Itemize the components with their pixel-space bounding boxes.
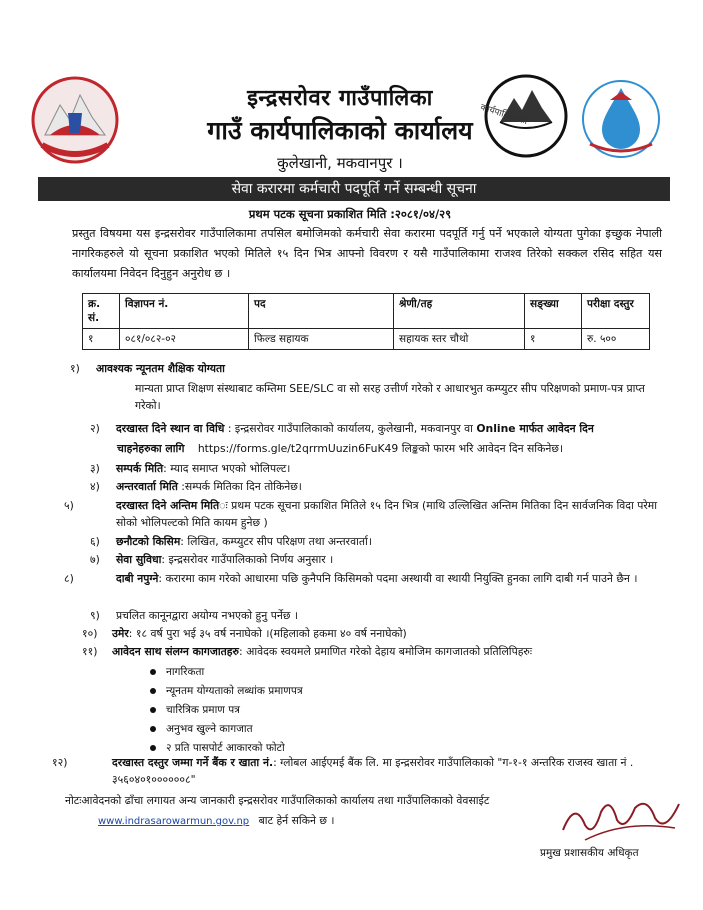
- item-title: सम्पर्क मिति: [116, 462, 164, 475]
- item-number: ९): [90, 609, 100, 622]
- item-1-body: मान्यता प्राप्त शिक्षण संस्थाबाट कम्तिमा SEE/SLC वा सो सरह उत्तीर्ण गरेको र आधारभुत कम्प्युटर सीप परिक्षणको प्रमाण-पत्र प्राप्त गरेको।: [135, 382, 645, 412]
- intro-paragraph: प्रस्तुत विषयमा यस इन्द्रसरोवर गाउँपालिकामा तपसिल बमोजिमको कर्मचारी सेवा करारमा पदपूर्ति गर्नु पर्ने भएकाले योग्यता पुगेका इच्छुक नेपाली नागरिकहरुले यो सूचना प्रकाशित भएको मितिले १५ दिन भित्र आफ्नो विवरण र यसै गाउँपालिकामा राजश्व तिरेको सक्कल रसिद सहित यस कार्यालयमा निवेदन दिनुहुन अनुरोध छ ।: [72, 227, 662, 280]
- notice-banner: सेवा करारमा कर्मचारी पदपूर्ति गर्ने सम्बन्धी सूचना: [38, 177, 670, 201]
- item-6: [90, 533, 665, 550]
- item-number: १): [70, 362, 80, 375]
- water-drop-logo: [580, 78, 662, 160]
- bullet-icon: [150, 726, 156, 732]
- item-body: लिङ्कको फारम भरि आवेदन दिन सकिनेछ।: [401, 442, 564, 455]
- item-number: १२): [52, 756, 68, 769]
- bullet-icon: [150, 688, 156, 694]
- municipality-name: इन्द्रसरोवर गाउँपालिका: [247, 86, 433, 111]
- table-cell: सहायक स्तर चौथो: [394, 329, 525, 350]
- item-title: सेवा सुविधा: [116, 553, 162, 566]
- item-number: ८): [64, 572, 74, 585]
- bullet-icon: [150, 669, 156, 675]
- item-4: [90, 478, 665, 495]
- online-label: Online मार्फत आवेदन दिन: [476, 422, 594, 435]
- table-header-row: [83, 294, 650, 329]
- stamp-text: कार्यपालिकाको: [479, 102, 529, 128]
- item-8: [64, 570, 665, 587]
- item-10: [82, 625, 667, 642]
- table-cell: ०८१/०८२-०२: [120, 329, 249, 350]
- table-header: सङ्ख्या: [525, 294, 582, 329]
- note-prefix: नोटः: [65, 794, 82, 807]
- table-header: पद: [249, 294, 394, 329]
- list-item: अनुभव खुल्ने कागजात: [150, 720, 550, 739]
- item-title: आवश्यक न्यूनतम शैक्षिक योग्यता: [96, 362, 225, 375]
- item-number: ११): [82, 645, 98, 658]
- item-body: : करारमा काम गरेको आधारमा पछि कुनैपनि किसिमको पदमा अस्थायी वा स्थायी नियुक्ति हुनका लागि दाबी गर्न पाउने छैन ।: [158, 572, 638, 585]
- table-header: विज्ञापन नं.: [120, 294, 249, 329]
- item-body: : आवेदक स्वयमले प्रमाणित गरेको देहाय बमोजिम कागजातको प्रतिलिपिहरुः: [239, 645, 533, 658]
- item-body: : ग्लोबल आईएमई बैंक लि. मा इन्द्रसरोवर गाउँपालिकाको "ग-१-१ अन्तरिक राजस्व खाता नं . ३५६०४०१००००००८": [112, 756, 634, 786]
- item-body: ः प्रथम पटक सूचना प्रकाशित मितिले १५ दिन भित्र (माथि उल्लिखित अन्तिम मितिका दिन सार्वजनिक विदा परेमा सोको भोलिपल्टको मिति कायम हुनेछ ): [116, 499, 658, 529]
- bullet-icon: [150, 707, 156, 713]
- item-number: ३): [90, 462, 100, 475]
- note-link-line: [98, 812, 548, 830]
- item-body: : म्याद समाप्त भएको भोलिपल्ट।: [163, 462, 291, 475]
- item-9: [90, 607, 665, 624]
- table-header: श्रेणी/तह: [394, 294, 525, 329]
- item-number: ५): [64, 499, 74, 512]
- list-item: २ प्रति पासपोर्ट आकारको फोटो: [150, 739, 550, 758]
- bullet-icon: [150, 745, 156, 751]
- item-number: ४): [90, 480, 100, 493]
- item-title: आवेदन साथ संलग्न कागजातहरु: [112, 645, 239, 658]
- form-link[interactable]: https://forms.gle/t2qrrmUuzin6FuK49: [197, 442, 399, 455]
- item-body: : १८ वर्ष पुरा भई ३५ वर्ष ननाघेको ।(महिलाको हकमा ४० वर्ष ननाघेको): [128, 627, 407, 640]
- item-number: २): [90, 422, 100, 435]
- item-body: : इन्द्रसरोवर गाउँपालिकाको निर्णय अनुसार ।: [161, 553, 334, 566]
- note-body: आवेदनको ढाँचा लगायत अन्य जानकारी इन्द्रसरोवर गाउँपालिकाको कार्यालय तथा गाउँपालिकाको वेवसाईट: [81, 794, 490, 807]
- notice-date: प्रथम पटक सूचना प्रकाशित मिति :२०८१/०४/२९: [248, 207, 452, 221]
- item-body: :सम्पर्क मितिका दिन तोकिनेछ।: [181, 480, 302, 493]
- item-body: : लिखित, कम्प्युटर सीप परिक्षण तथा अन्तरवार्ता।: [180, 535, 372, 548]
- documents-list: [150, 663, 550, 758]
- item-7: [90, 551, 665, 568]
- item-5: [64, 497, 665, 531]
- signatory-title: प्रमुख प्रशासकीय अधिकृत: [540, 847, 639, 859]
- note-tail: बाट हेर्न सकिने छ ।: [258, 814, 335, 827]
- table-cell: १: [83, 329, 120, 350]
- item-body: चाहनेहरुका लागि: [117, 442, 185, 455]
- item-number: ६): [90, 535, 100, 548]
- table-cell: १: [525, 329, 582, 350]
- handwritten-signature: [555, 790, 685, 845]
- item-body: : इन्द्रसरोवर गाउँपालिकाको कार्यालय, कुलेखानी, मकवानपुर वा: [227, 422, 473, 435]
- item-title: दरखास्त दिने अन्तिम मिति: [116, 499, 220, 512]
- item-title: दरखास्त दिने स्थान वा विधि: [116, 422, 225, 435]
- item-2: [90, 420, 665, 437]
- nepal-emblem-logo: [30, 75, 120, 165]
- table-cell: रु. ५००: [582, 329, 650, 350]
- item-title: छनौटको किसिम: [116, 535, 181, 548]
- table-header: क्र. सं.: [83, 294, 120, 329]
- vacancy-table: [82, 293, 650, 350]
- office-location: कुलेखानी, मकवानपुर ।: [277, 154, 403, 172]
- list-item: न्यूनतम योग्यताको लब्धांक प्रमाणपत्र: [150, 682, 550, 701]
- item-title: दरखास्त दस्तुर जम्मा गर्ने बैंक र खाता नं.: [112, 756, 274, 769]
- item-1: [70, 360, 665, 377]
- table-row: [83, 329, 650, 350]
- list-item: नागरिकता: [150, 663, 550, 682]
- website-link[interactable]: www.indrasarowarmun.gov.np: [98, 816, 250, 827]
- list-item: चारित्रिक प्रमाण पत्र: [150, 701, 550, 720]
- item-3: [90, 460, 665, 477]
- table-cell: फिल्ड सहायक: [249, 329, 394, 350]
- item-title: दाबी नपुग्ने: [116, 572, 159, 585]
- item-body: प्रचलित कानूनद्वारा अयोग्य नभएको हुनु पर्नेछ ।: [116, 609, 298, 622]
- item-title: उमेर: [112, 627, 129, 640]
- item-number: १०): [82, 627, 98, 640]
- item-11: [82, 643, 667, 660]
- item-12: [52, 754, 672, 788]
- item-number: ७): [90, 553, 100, 566]
- office-name: गाउँ कार्यपालिकाको कार्यालय: [207, 116, 473, 145]
- item-title: अन्तरवार्ता मिति: [116, 480, 178, 493]
- item-2-body: [117, 440, 665, 457]
- table-header: परीक्षा दस्तुर: [582, 294, 650, 329]
